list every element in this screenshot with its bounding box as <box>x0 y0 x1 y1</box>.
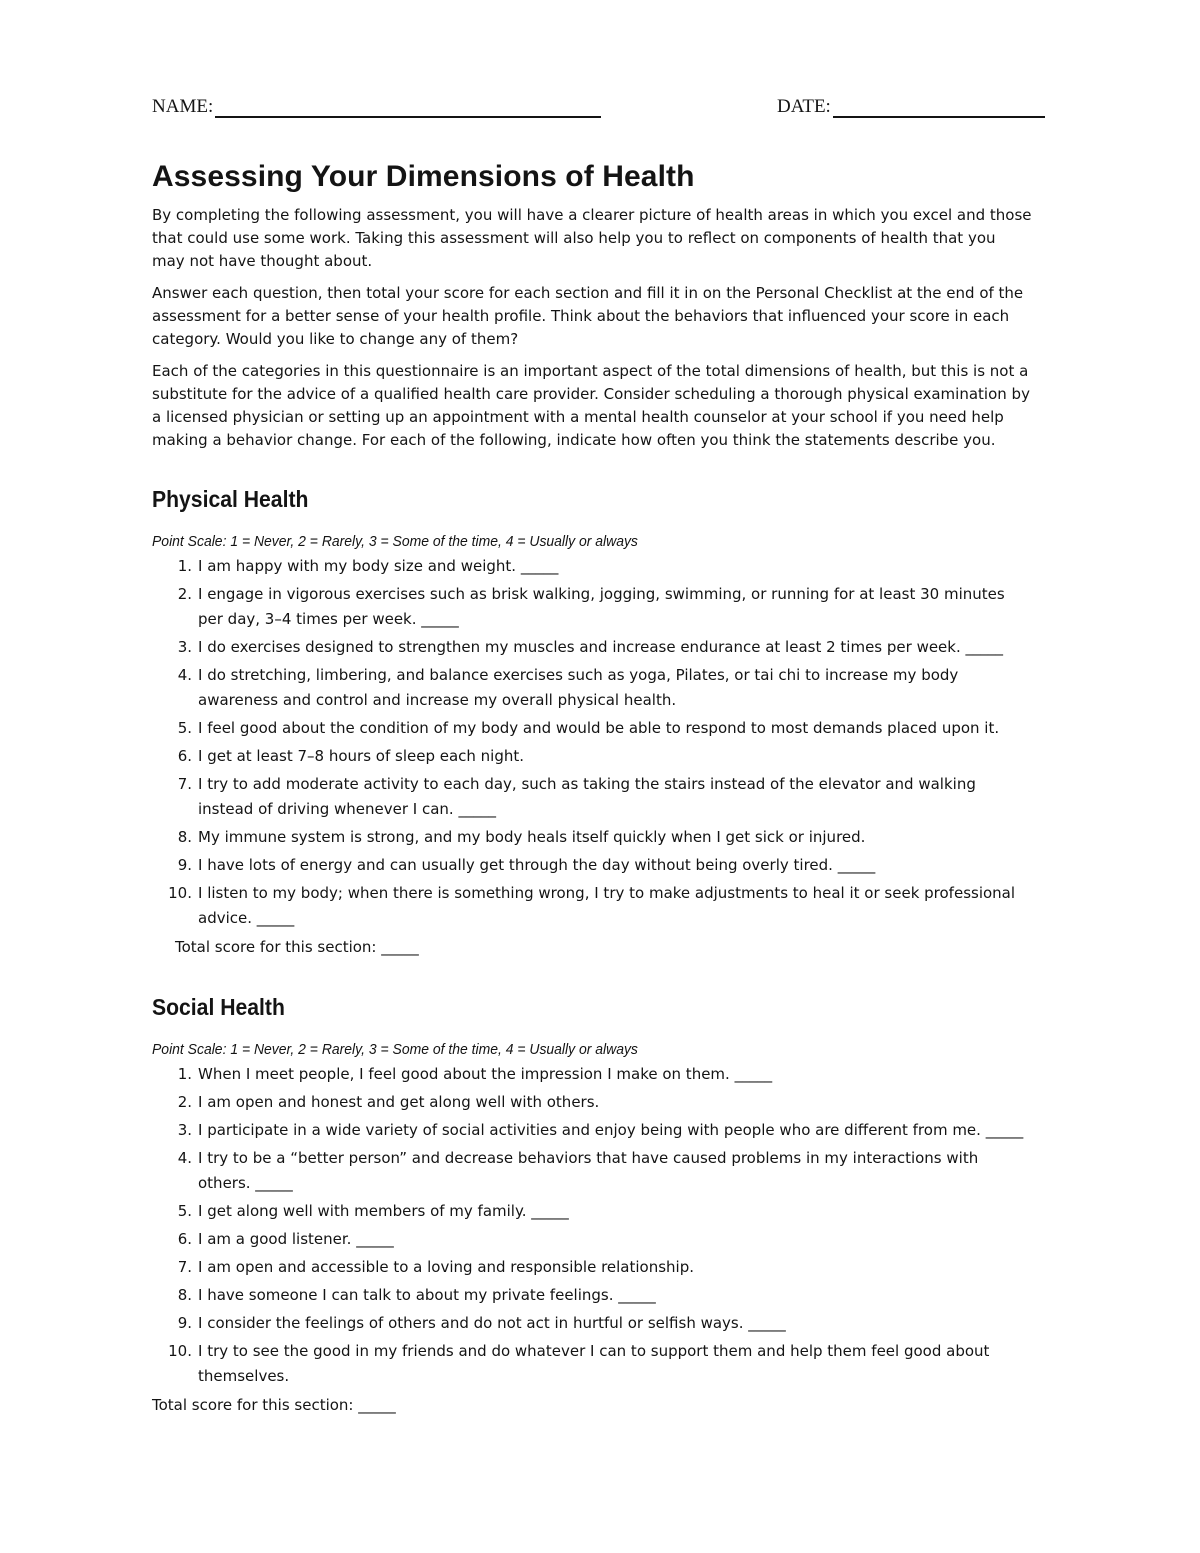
question-number: 9. <box>177 856 192 874</box>
question-text: I do exercises designed to strengthen my muscles and increase endurance at least 2 times per week. _____ <box>198 638 1004 656</box>
question-text: I participate in a wide variety of social activities and enjoy being with people who are different from me. _____ <box>198 1121 1024 1139</box>
question-text: I try to be a “better person” and decrease behaviors that have caused problems in my interactions with others. _____ <box>198 1149 979 1192</box>
question-item[interactable] <box>152 1090 1032 1115</box>
question-item[interactable] <box>152 853 1032 878</box>
section-title: Physical Health <box>152 486 309 512</box>
question-item[interactable] <box>152 825 1032 850</box>
question-text: I listen to my body; when there is something wrong, I try to make adjustments to heal it or seek professional advice. _____ <box>198 884 1016 927</box>
question-item[interactable] <box>152 1311 1032 1336</box>
question-text: I am open and accessible to a loving and responsible relationship. <box>198 1258 695 1276</box>
question-text: I try to add moderate activity to each day, such as taking the stairs instead of the elevator and walking instead of driving whenever I can. _____ <box>198 775 976 818</box>
question-text: I have someone I can talk to about my private feelings. _____ <box>198 1286 656 1304</box>
section-total[interactable]: Total score for this section: _____ <box>175 938 419 956</box>
question-item[interactable] <box>152 582 1032 632</box>
question-number: 5. <box>177 719 192 737</box>
section-total[interactable]: Total score for this section: _____ <box>152 1396 396 1414</box>
name-field <box>152 96 601 118</box>
question-number: 1. <box>177 1065 192 1083</box>
question-number: 4. <box>177 666 192 684</box>
question-number: 2. <box>177 1093 192 1111</box>
question-number: 6. <box>177 747 192 765</box>
question-number: 5. <box>177 1202 192 1220</box>
question-text: I am a good listener. _____ <box>198 1230 394 1248</box>
question-number: 3. <box>177 1121 192 1139</box>
question-item[interactable] <box>152 1118 1032 1143</box>
date-blank-line[interactable] <box>833 96 1045 118</box>
question-text: I feel good about the condition of my body and would be able to respond to most demands placed upon it. <box>198 719 1000 737</box>
question-text: I get at least 7–8 hours of sleep each night. <box>198 747 525 765</box>
question-number: 10. <box>168 884 192 902</box>
header-row <box>152 96 1044 126</box>
name-label: NAME: <box>152 96 214 117</box>
question-number: 8. <box>177 1286 192 1304</box>
section-title: Social Health <box>152 994 285 1020</box>
date-field <box>777 96 1045 118</box>
section-social-health <box>152 994 1032 1418</box>
question-text: My immune system is strong, and my body heals itself quickly when I get sick or injured. <box>198 828 866 846</box>
question-list <box>152 1062 1032 1389</box>
question-number: 6. <box>177 1230 192 1248</box>
question-item[interactable] <box>152 1227 1032 1252</box>
question-text: I do stretching, limbering, and balance exercises such as yoga, Pilates, or tai chi to increase my body awareness and control and increase my overall physical health. <box>198 666 959 709</box>
question-text: When I meet people, I feel good about the impression I make on them. _____ <box>198 1065 773 1083</box>
point-scale: Point Scale: 1 = Never, 2 = Rarely, 3 = Some of the time, 4 = Usually or always <box>152 1041 638 1058</box>
intro-paragraph: Answer each question, then total your score for each section and fill it in on the Personal Checklist at the end of the assessment for a better sense of your health profile. Think about the behaviors that influenced your score in each category. Would you like to change any of them? <box>152 284 1024 348</box>
question-item[interactable] <box>152 881 1032 931</box>
question-number: 4. <box>177 1149 192 1167</box>
question-item[interactable] <box>152 772 1032 822</box>
question-text: I am open and honest and get along well with others. <box>198 1093 600 1111</box>
intro-paragraph: Each of the categories in this questionnaire is an important aspect of the total dimensions of health, but this is not a substitute for the advice of a qualified health care provider. Consider scheduling a thorough physical examination by a licensed physician or setting up an appointment with a mental health counselor at your school if you need help making a behavior change. For each of the following, indicate how often you think the statements describe you. <box>152 362 1030 449</box>
question-item[interactable] <box>152 1199 1032 1224</box>
question-number: 10. <box>168 1342 192 1360</box>
question-text: I engage in vigorous exercises such as brisk walking, jogging, swimming, or running for at least 30 minutes per day, 3–4 times per week. _____ <box>198 585 1005 628</box>
intro-text <box>152 204 1032 452</box>
question-item[interactable] <box>152 554 1032 579</box>
question-number: 1. <box>177 557 192 575</box>
question-number: 2. <box>177 585 192 603</box>
point-scale: Point Scale: 1 = Never, 2 = Rarely, 3 = Some of the time, 4 = Usually or always <box>152 533 638 550</box>
question-number: 7. <box>177 1258 192 1276</box>
question-item[interactable] <box>152 1146 1032 1196</box>
question-item[interactable] <box>152 1283 1032 1308</box>
question-item[interactable] <box>152 1062 1032 1087</box>
section-physical-health <box>152 486 1032 960</box>
question-text: I get along well with members of my family. _____ <box>198 1202 569 1220</box>
date-label: DATE: <box>777 96 831 117</box>
question-list <box>152 554 1032 931</box>
question-text: I consider the feelings of others and do not act in hurtful or selfish ways. _____ <box>198 1314 786 1332</box>
page-title: Assessing Your Dimensions of Health <box>152 160 695 193</box>
question-item[interactable] <box>152 744 1032 769</box>
name-blank-line[interactable] <box>215 96 601 118</box>
question-number: 7. <box>177 775 192 793</box>
question-item[interactable] <box>152 663 1032 713</box>
question-item[interactable] <box>152 635 1032 660</box>
question-number: 8. <box>177 828 192 846</box>
question-text: I try to see the good in my friends and do whatever I can to support them and help them feel good about themselves. <box>198 1342 990 1385</box>
question-item[interactable] <box>152 1339 1032 1389</box>
question-text: I have lots of energy and can usually get through the day without being overly tired. _____ <box>198 856 876 874</box>
intro-paragraph: By completing the following assessment, you will have a clearer picture of health areas in which you excel and those that could use some work. Taking this assessment will also help you to reflect on components of health that you may not have thought about. <box>152 206 1032 270</box>
question-number: 3. <box>177 638 192 656</box>
question-item[interactable] <box>152 1255 1032 1280</box>
question-item[interactable] <box>152 716 1032 741</box>
main-content <box>152 160 1032 1418</box>
question-number: 9. <box>177 1314 192 1332</box>
question-text: I am happy with my body size and weight. _____ <box>198 557 559 575</box>
